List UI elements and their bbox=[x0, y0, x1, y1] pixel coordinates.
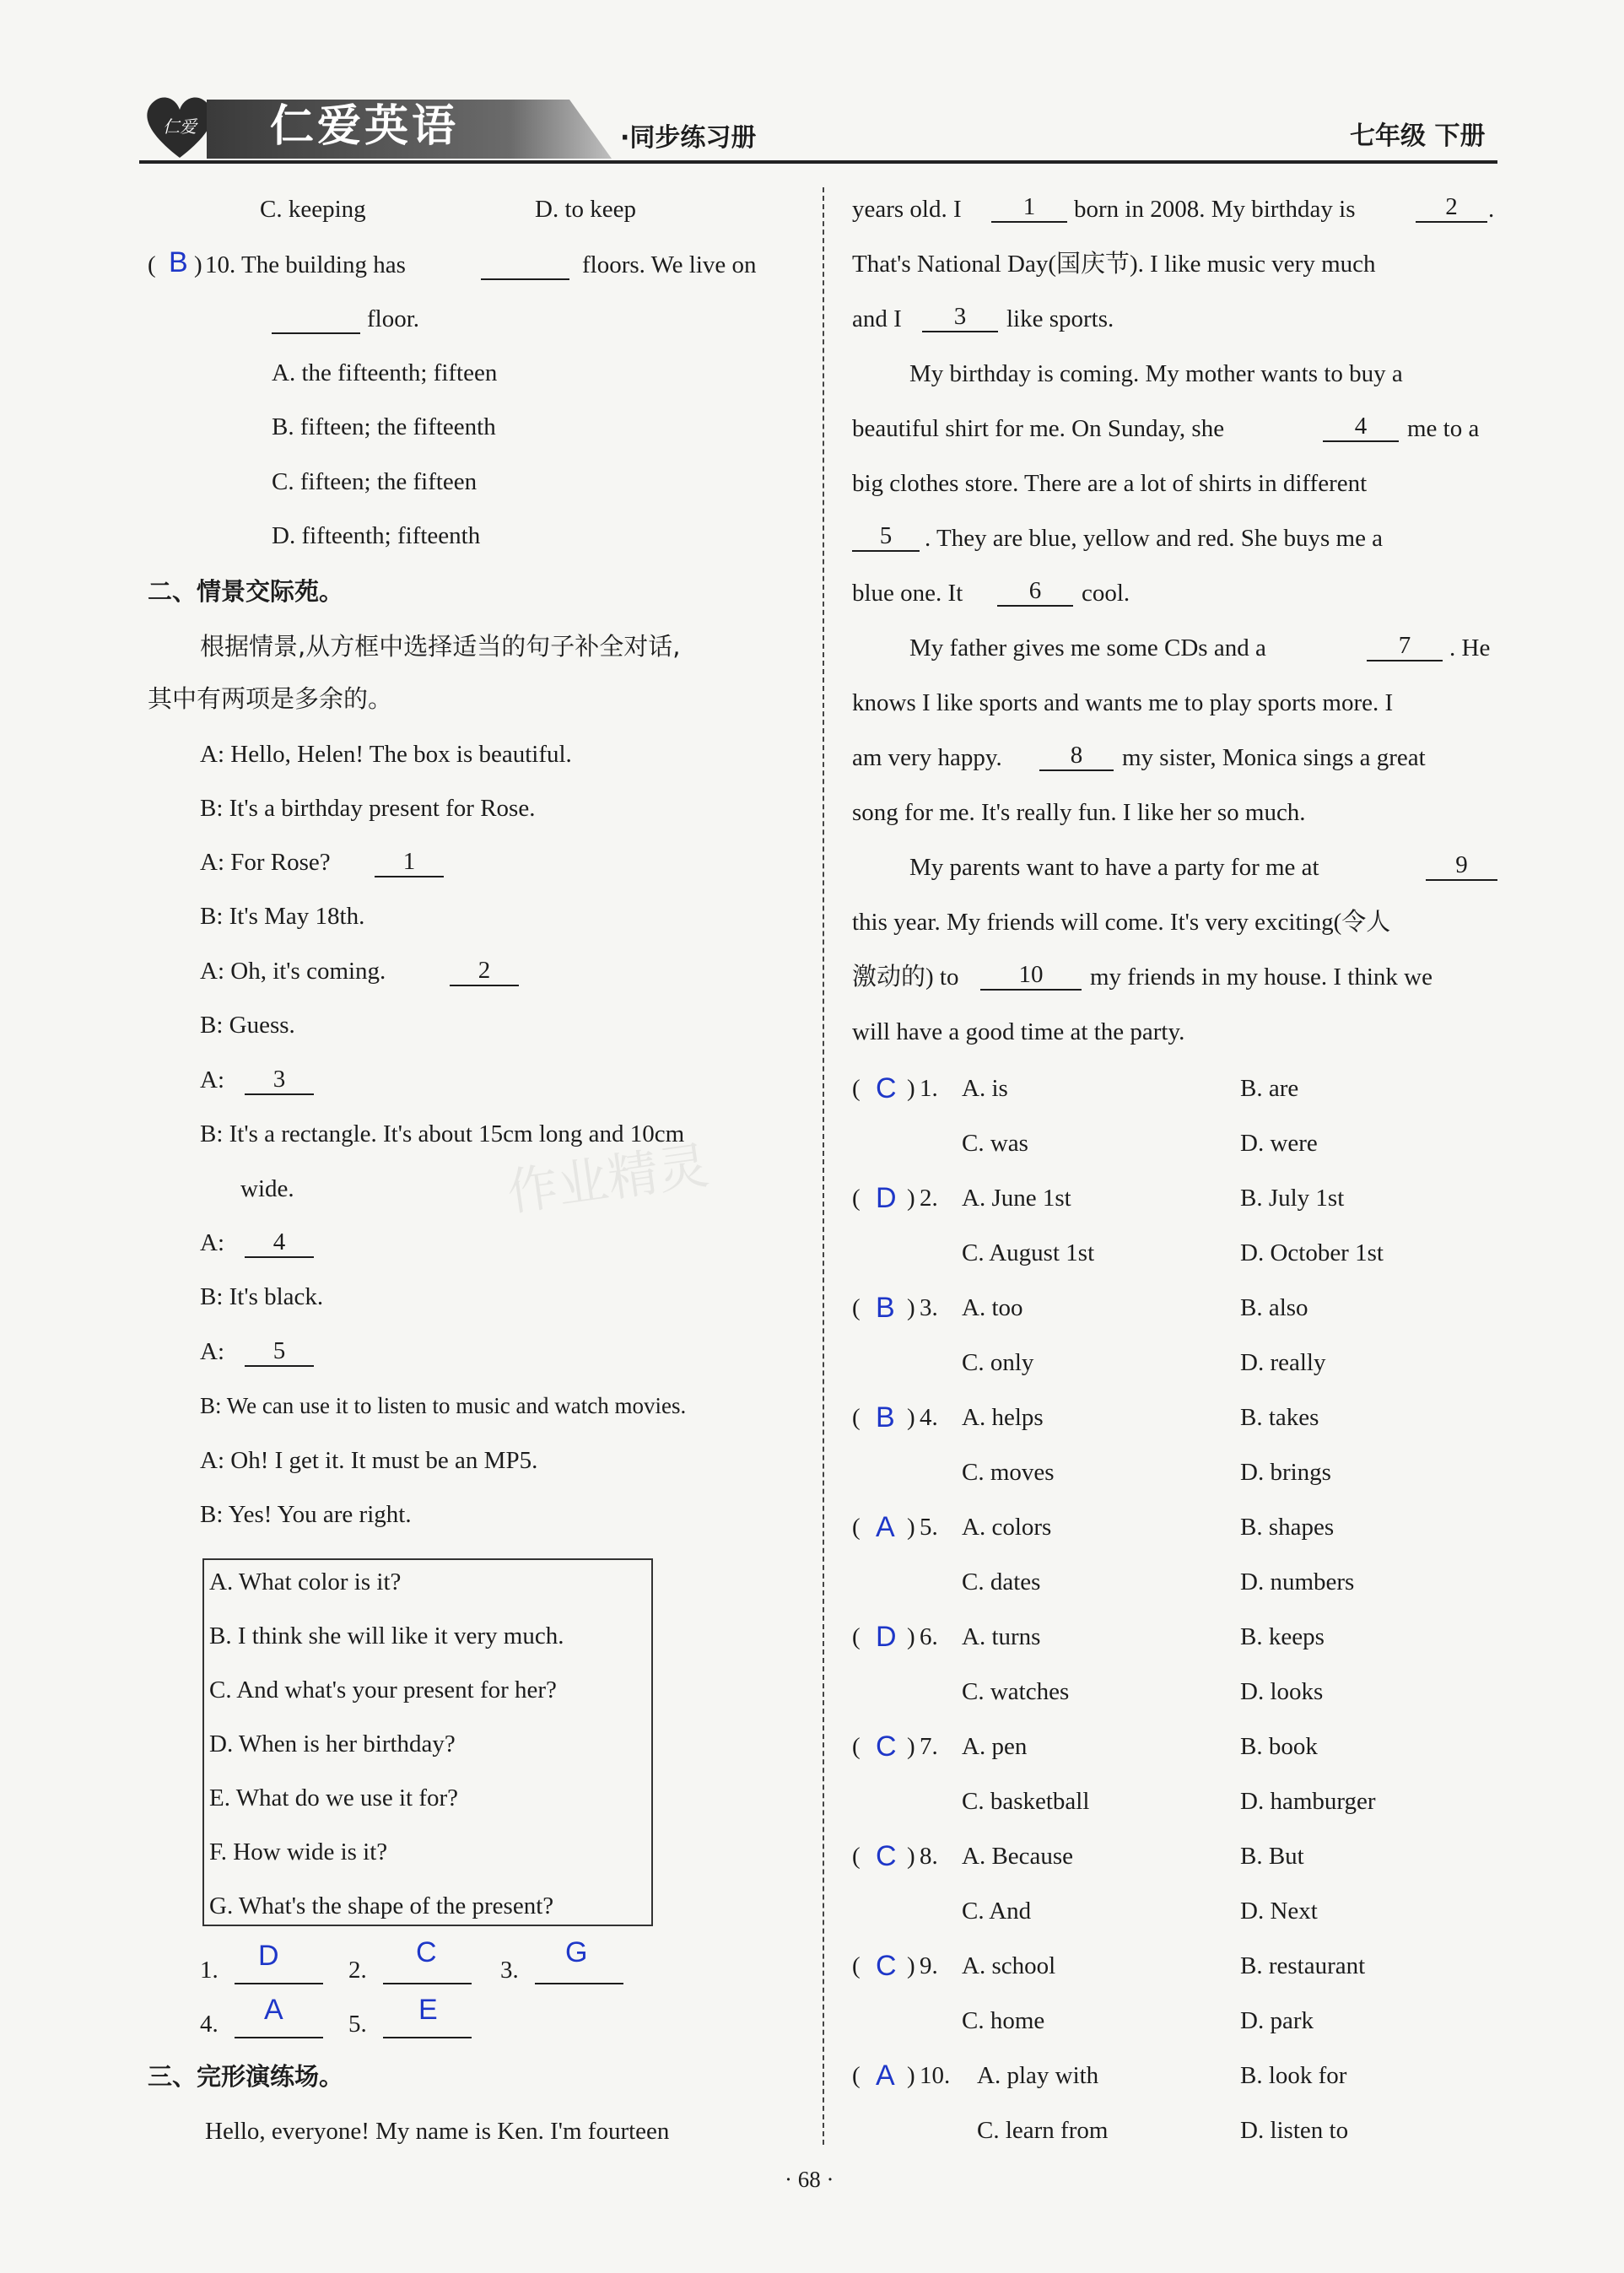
dialogue-line: B: It's a birthday present for Rose. bbox=[200, 795, 536, 822]
passage-text: will have a good time at the party. bbox=[852, 1018, 1185, 1045]
dialogue-line: B: It's a rectangle. It's about 15cm long and 10cm bbox=[200, 1120, 685, 1147]
dialogue-blank: 1 bbox=[375, 847, 444, 877]
passage-first-line: Hello, everyone! My name is Ken. I'm fourteen bbox=[205, 2118, 670, 2145]
passage-blank: 2 bbox=[1416, 192, 1487, 223]
answer-value: C bbox=[416, 1936, 437, 1968]
passage-blank: 1 bbox=[991, 192, 1067, 223]
dialogue-line: A: Oh, it's coming. bbox=[200, 958, 386, 985]
q10-option-c: C. fifteen; the fifteen bbox=[272, 468, 477, 495]
mc-option: C. watches bbox=[962, 1678, 1070, 1705]
mc-option: C. And bbox=[962, 1898, 1032, 1925]
passage-text: beautiful shirt for me. On Sunday, she bbox=[852, 415, 1225, 442]
mc-option: B. look for bbox=[1240, 2062, 1347, 2089]
mc-option: A. pen bbox=[962, 1733, 1028, 1760]
q10-stem-1: 10. The building has bbox=[205, 251, 406, 278]
passage-text: My parents want to have a party for me at bbox=[909, 854, 1319, 881]
mc-option: D. looks bbox=[1240, 1678, 1324, 1705]
dialogue-blank: 3 bbox=[245, 1065, 314, 1095]
passage-text: . They are blue, yellow and red. She buys me a bbox=[925, 525, 1384, 552]
answer-number: 3. bbox=[500, 1957, 519, 1984]
passage-text: like sports. bbox=[1006, 305, 1114, 332]
passage-text: My father gives me some CDs and a bbox=[909, 634, 1266, 661]
mc-option: A. Because bbox=[962, 1843, 1074, 1870]
mc-option: B. book bbox=[1240, 1733, 1318, 1760]
passage-blank: 3 bbox=[922, 302, 998, 332]
mc-answer: D bbox=[876, 1621, 897, 1653]
mc-option: D. October 1st bbox=[1240, 1239, 1384, 1266]
dialogue-blank: 2 bbox=[450, 956, 519, 986]
dialogue-line: B: Guess. bbox=[200, 1012, 295, 1039]
box-option: E. What do we use it for? bbox=[209, 1784, 459, 1811]
mc-number: 10. bbox=[920, 2062, 951, 2089]
mc-number: 9. bbox=[920, 1952, 938, 1979]
dialogue-line: B: We can use it to listen to music and watch movies. bbox=[200, 1393, 687, 1418]
passage-text: My birthday is coming. My mother wants to buy a bbox=[909, 360, 1403, 387]
mc-option: D. listen to bbox=[1240, 2117, 1349, 2144]
mc-option: B. also bbox=[1240, 1294, 1308, 1321]
passage-text: my sister, Monica sings a great bbox=[1122, 744, 1426, 771]
dialogue-blank: 4 bbox=[245, 1228, 314, 1258]
q10-stem-2: floors. We live on bbox=[582, 251, 757, 278]
box-option: C. And what's your present for her? bbox=[209, 1676, 557, 1703]
mc-option: D. park bbox=[1240, 2007, 1314, 2034]
passage-text: . bbox=[1488, 196, 1495, 223]
passage-text: am very happy. bbox=[852, 744, 1002, 771]
page-number: · 68 · bbox=[785, 2167, 834, 2192]
mc-option: D. were bbox=[1240, 1130, 1318, 1157]
mc-option: A. play with bbox=[977, 2062, 1099, 2089]
q10-option-d: D. fifteenth; fifteenth bbox=[272, 522, 481, 549]
passage-blank: 4 bbox=[1323, 412, 1399, 442]
mc-option: B. July 1st bbox=[1240, 1185, 1345, 1212]
mc-option: A. school bbox=[962, 1952, 1056, 1979]
brand-title: 仁爱英语 bbox=[270, 101, 460, 152]
passage-text: That's National Day(国庆节). I like music very much bbox=[852, 251, 1376, 278]
q10-paren-open: ( bbox=[148, 251, 156, 278]
mc-answer: C bbox=[876, 1730, 897, 1763]
mc-answer: A bbox=[876, 2060, 895, 2092]
passage-text: me to a bbox=[1407, 415, 1480, 442]
dialogue-line: B: It's black. bbox=[200, 1283, 324, 1310]
passage-text: song for me. It's really fun. I like her so much. bbox=[852, 799, 1306, 826]
q10-blank-1 bbox=[481, 250, 569, 280]
mc-option: C. moves bbox=[962, 1459, 1055, 1486]
passage-text: blue one. It bbox=[852, 580, 963, 607]
box-option: A. What color is it? bbox=[209, 1568, 402, 1595]
mc-option: A. June 1st bbox=[962, 1185, 1071, 1212]
mc-option: C. was bbox=[962, 1130, 1028, 1157]
column-divider bbox=[823, 187, 824, 2145]
passage-blank: 6 bbox=[997, 576, 1073, 607]
mc-answer: D bbox=[876, 1182, 897, 1214]
box-option: F. How wide is it? bbox=[209, 1838, 388, 1865]
header-rule bbox=[139, 160, 1497, 164]
passage-text: cool. bbox=[1082, 580, 1130, 607]
book-subtitle: ·同步练习册 bbox=[620, 123, 757, 153]
section3-title: 三、完形演练场。 bbox=[148, 2062, 344, 2091]
dialogue-blank: 5 bbox=[245, 1336, 314, 1367]
mc-option: A. helps bbox=[962, 1404, 1044, 1431]
mc-option: B. takes bbox=[1240, 1404, 1319, 1431]
q10-option-a: A. the fifteenth; fifteen bbox=[272, 359, 498, 386]
mc-answer: B bbox=[876, 1401, 895, 1433]
mc-option: D. Next bbox=[1240, 1898, 1318, 1925]
mc-number: 5. bbox=[920, 1514, 938, 1541]
mc-number: 4. bbox=[920, 1404, 938, 1431]
passage-blank: 5 bbox=[852, 521, 920, 552]
section2-instruction-1: 根据情景,从方框中选择适当的句子补全对话, bbox=[200, 632, 681, 661]
mc-number: 3. bbox=[920, 1294, 938, 1321]
q10-blank-2 bbox=[272, 304, 360, 334]
mc-option: C. home bbox=[962, 2007, 1045, 2034]
q10-answer: B bbox=[169, 246, 188, 278]
mc-number: 6. bbox=[920, 1623, 938, 1650]
answer-number: 1. bbox=[200, 1957, 219, 1984]
mc-number: 8. bbox=[920, 1843, 938, 1870]
mc-option: B. are bbox=[1240, 1075, 1299, 1102]
answer-value: A bbox=[264, 1994, 283, 2026]
passage-text: years old. I bbox=[852, 196, 962, 223]
answer-number: 4. bbox=[200, 2011, 219, 2038]
dialogue-line: A: bbox=[200, 1066, 224, 1093]
dialogue-line: A: Hello, Helen! The box is beautiful. bbox=[200, 741, 572, 768]
q9-option-d: D. to keep bbox=[535, 196, 636, 223]
dialogue-line: A: For Rose? bbox=[200, 849, 331, 876]
dialogue-line: A: bbox=[200, 1229, 224, 1256]
answer-value: D bbox=[258, 1940, 279, 1972]
answer-number: 2. bbox=[348, 1957, 367, 1984]
dialogue-line: B: It's May 18th. bbox=[200, 903, 365, 930]
box-option: B. I think she will like it very much. bbox=[209, 1622, 564, 1649]
options-box bbox=[202, 1558, 653, 1926]
mc-option: A. too bbox=[962, 1294, 1023, 1321]
q10-option-b: B. fifteen; the fifteenth bbox=[272, 413, 496, 440]
passage-text: . He bbox=[1449, 634, 1491, 661]
answer-value: G bbox=[565, 1936, 588, 1968]
box-option: G. What's the shape of the present? bbox=[209, 1892, 554, 1919]
mc-option: D. brings bbox=[1240, 1459, 1331, 1486]
mc-number: 7. bbox=[920, 1733, 938, 1760]
section2-instruction-2: 其中有两项是多余的。 bbox=[148, 684, 393, 713]
mc-option: B. keeps bbox=[1240, 1623, 1325, 1650]
mc-answer: C bbox=[876, 1072, 897, 1104]
watermark: 作业精灵 bbox=[503, 1136, 713, 1223]
answer-number: 5. bbox=[348, 2011, 367, 2038]
box-option: D. When is her birthday? bbox=[209, 1730, 456, 1757]
mc-answer: A bbox=[876, 1511, 895, 1543]
mc-option: C. basketball bbox=[962, 1788, 1090, 1815]
mc-option: D. really bbox=[1240, 1349, 1326, 1376]
passage-text: this year. My friends will come. It's very exciting(令人 bbox=[852, 909, 1391, 936]
dialogue-line: B: Yes! You are right. bbox=[200, 1501, 412, 1528]
mc-option: A. colors bbox=[962, 1514, 1052, 1541]
passage-blank: 10 bbox=[980, 960, 1082, 991]
mc-number: 2. bbox=[920, 1185, 938, 1212]
passage-text: 激动的) to bbox=[852, 964, 959, 991]
passage-blank: 8 bbox=[1039, 741, 1114, 771]
dialogue-line: A: Oh! I get it. It must be an MP5. bbox=[200, 1447, 538, 1474]
passage-text: knows I like sports and wants me to play sports more. I bbox=[852, 689, 1394, 716]
mc-option: C. dates bbox=[962, 1568, 1041, 1595]
mc-number: 1. bbox=[920, 1075, 938, 1102]
mc-option: C. only bbox=[962, 1349, 1034, 1376]
mc-option: D. hamburger bbox=[1240, 1788, 1376, 1815]
mc-option: B. But bbox=[1240, 1843, 1304, 1870]
q10-stem-3: floor. bbox=[367, 305, 420, 332]
q10-paren-close: ) bbox=[194, 251, 202, 278]
answer-value: E bbox=[418, 1994, 438, 2026]
svg-text:仁爱: 仁爱 bbox=[163, 116, 197, 137]
mc-option: A. is bbox=[962, 1075, 1008, 1102]
passage-blank: 7 bbox=[1367, 631, 1443, 661]
passage-text: big clothes store. There are a lot of shirts in different bbox=[852, 470, 1368, 497]
passage-text: my friends in my house. I think we bbox=[1090, 964, 1432, 991]
q9-option-c: C. keeping bbox=[260, 196, 366, 223]
section2-title: 二、情景交际苑。 bbox=[148, 577, 344, 606]
mc-option: D. numbers bbox=[1240, 1568, 1355, 1595]
mc-option: B. restaurant bbox=[1240, 1952, 1366, 1979]
passage-blank: 9 bbox=[1426, 850, 1497, 881]
dialogue-line: A: bbox=[200, 1338, 224, 1365]
mc-answer: B bbox=[876, 1292, 895, 1324]
mc-answer: C bbox=[876, 1950, 897, 1982]
passage-text: and I bbox=[852, 305, 902, 332]
passage-text: born in 2008. My birthday is bbox=[1074, 196, 1356, 223]
grade-label: 七年级 下册 bbox=[1350, 121, 1486, 151]
mc-option: B. shapes bbox=[1240, 1514, 1335, 1541]
dialogue-line: wide. bbox=[240, 1175, 294, 1202]
mc-option: A. turns bbox=[962, 1623, 1041, 1650]
mc-option: C. learn from bbox=[977, 2117, 1109, 2144]
mc-answer: C bbox=[876, 1840, 897, 1872]
mc-option: C. August 1st bbox=[962, 1239, 1095, 1266]
